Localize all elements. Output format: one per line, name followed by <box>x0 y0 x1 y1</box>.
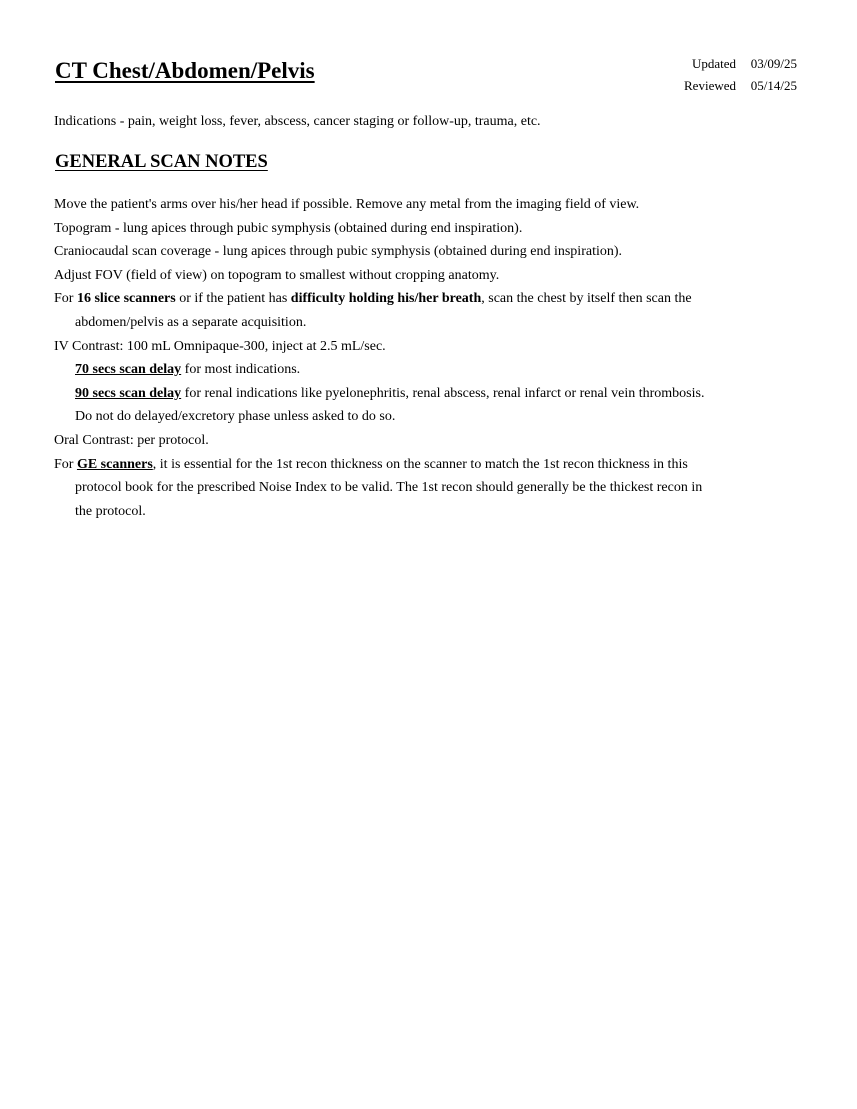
ge-text: , it is essential for the 1st recon thickness on the scanner to match the 1st recon thickness in this <box>152 456 688 472</box>
ge-prefix: For <box>54 456 77 472</box>
note-no-delayed-phase: Do not do delayed/excretory phase unless asked to do so. <box>75 409 396 425</box>
reviewed-label: Reviewed <box>684 78 736 93</box>
scan-notes <box>54 193 794 523</box>
delay-90-bold: 90 secs scan delay <box>75 385 182 401</box>
document-title: CT Chest/Abdomen/Pelvis <box>55 58 315 83</box>
note-delay-70 <box>54 358 794 382</box>
section-heading: GENERAL SCAN NOTES <box>55 152 268 172</box>
note-topogram: Topogram - lung apices through pubic symphysis (obtained during end inspiration). <box>54 220 523 236</box>
delay-70-bold: 70 secs scan delay <box>75 362 182 378</box>
updated-row <box>684 53 797 75</box>
delay-70-text: for most indications. <box>181 362 301 378</box>
updated-label: Updated <box>691 56 736 71</box>
note-delay-90 <box>54 382 794 406</box>
slice-prefix: For <box>54 291 77 307</box>
slice-mid: or if the patient has <box>175 291 291 307</box>
slice-suffix: , scan the chest by itself then scan the <box>481 291 692 307</box>
note-iv-contrast: IV Contrast: 100 mL Omnipaque-300, inject at 2.5 mL/sec. <box>54 338 386 354</box>
ge-scanners-bold: GE scanners <box>76 456 153 472</box>
revision-dates <box>684 53 797 97</box>
note-ge-line-3: the protocol. <box>75 503 146 519</box>
note-coverage: Craniocaudal scan coverage - lung apices through pubic symphysis (obtained during end inspiration). <box>54 244 623 260</box>
reviewed-row <box>684 75 797 97</box>
note-fov: Adjust FOV (field of view) on topogram to smallest without cropping anatomy. <box>54 267 500 283</box>
indications-text: Indications - pain, weight loss, fever, abscess, cancer staging or follow-up, trauma, etc. <box>54 114 541 129</box>
note-oral-contrast: Oral Contrast: per protocol. <box>54 432 209 448</box>
updated-date: 03/09/25 <box>750 56 797 71</box>
note-ge-line-2: protocol book for the prescribed Noise Index to be valid. The 1st recon should generally be the thickest recon in <box>75 480 703 496</box>
slice-scanners-bold: 16 slice scanners <box>76 291 176 307</box>
breath-difficulty-bold: difficulty holding his/her breath <box>290 291 482 307</box>
delay-90-text: for renal indications like pyelonephritis, renal abscess, renal infarct or renal vein thrombosis. <box>181 385 705 401</box>
reviewed-date: 05/14/25 <box>750 78 797 93</box>
note-arms: Move the patient's arms over his/her head if possible. Remove any metal from the imaging field of view. <box>54 197 640 212</box>
note-slice-continuation: abdomen/pelvis as a separate acquisition. <box>75 314 307 330</box>
note-slice-scanners <box>54 287 794 311</box>
note-ge-scanners <box>54 453 794 477</box>
